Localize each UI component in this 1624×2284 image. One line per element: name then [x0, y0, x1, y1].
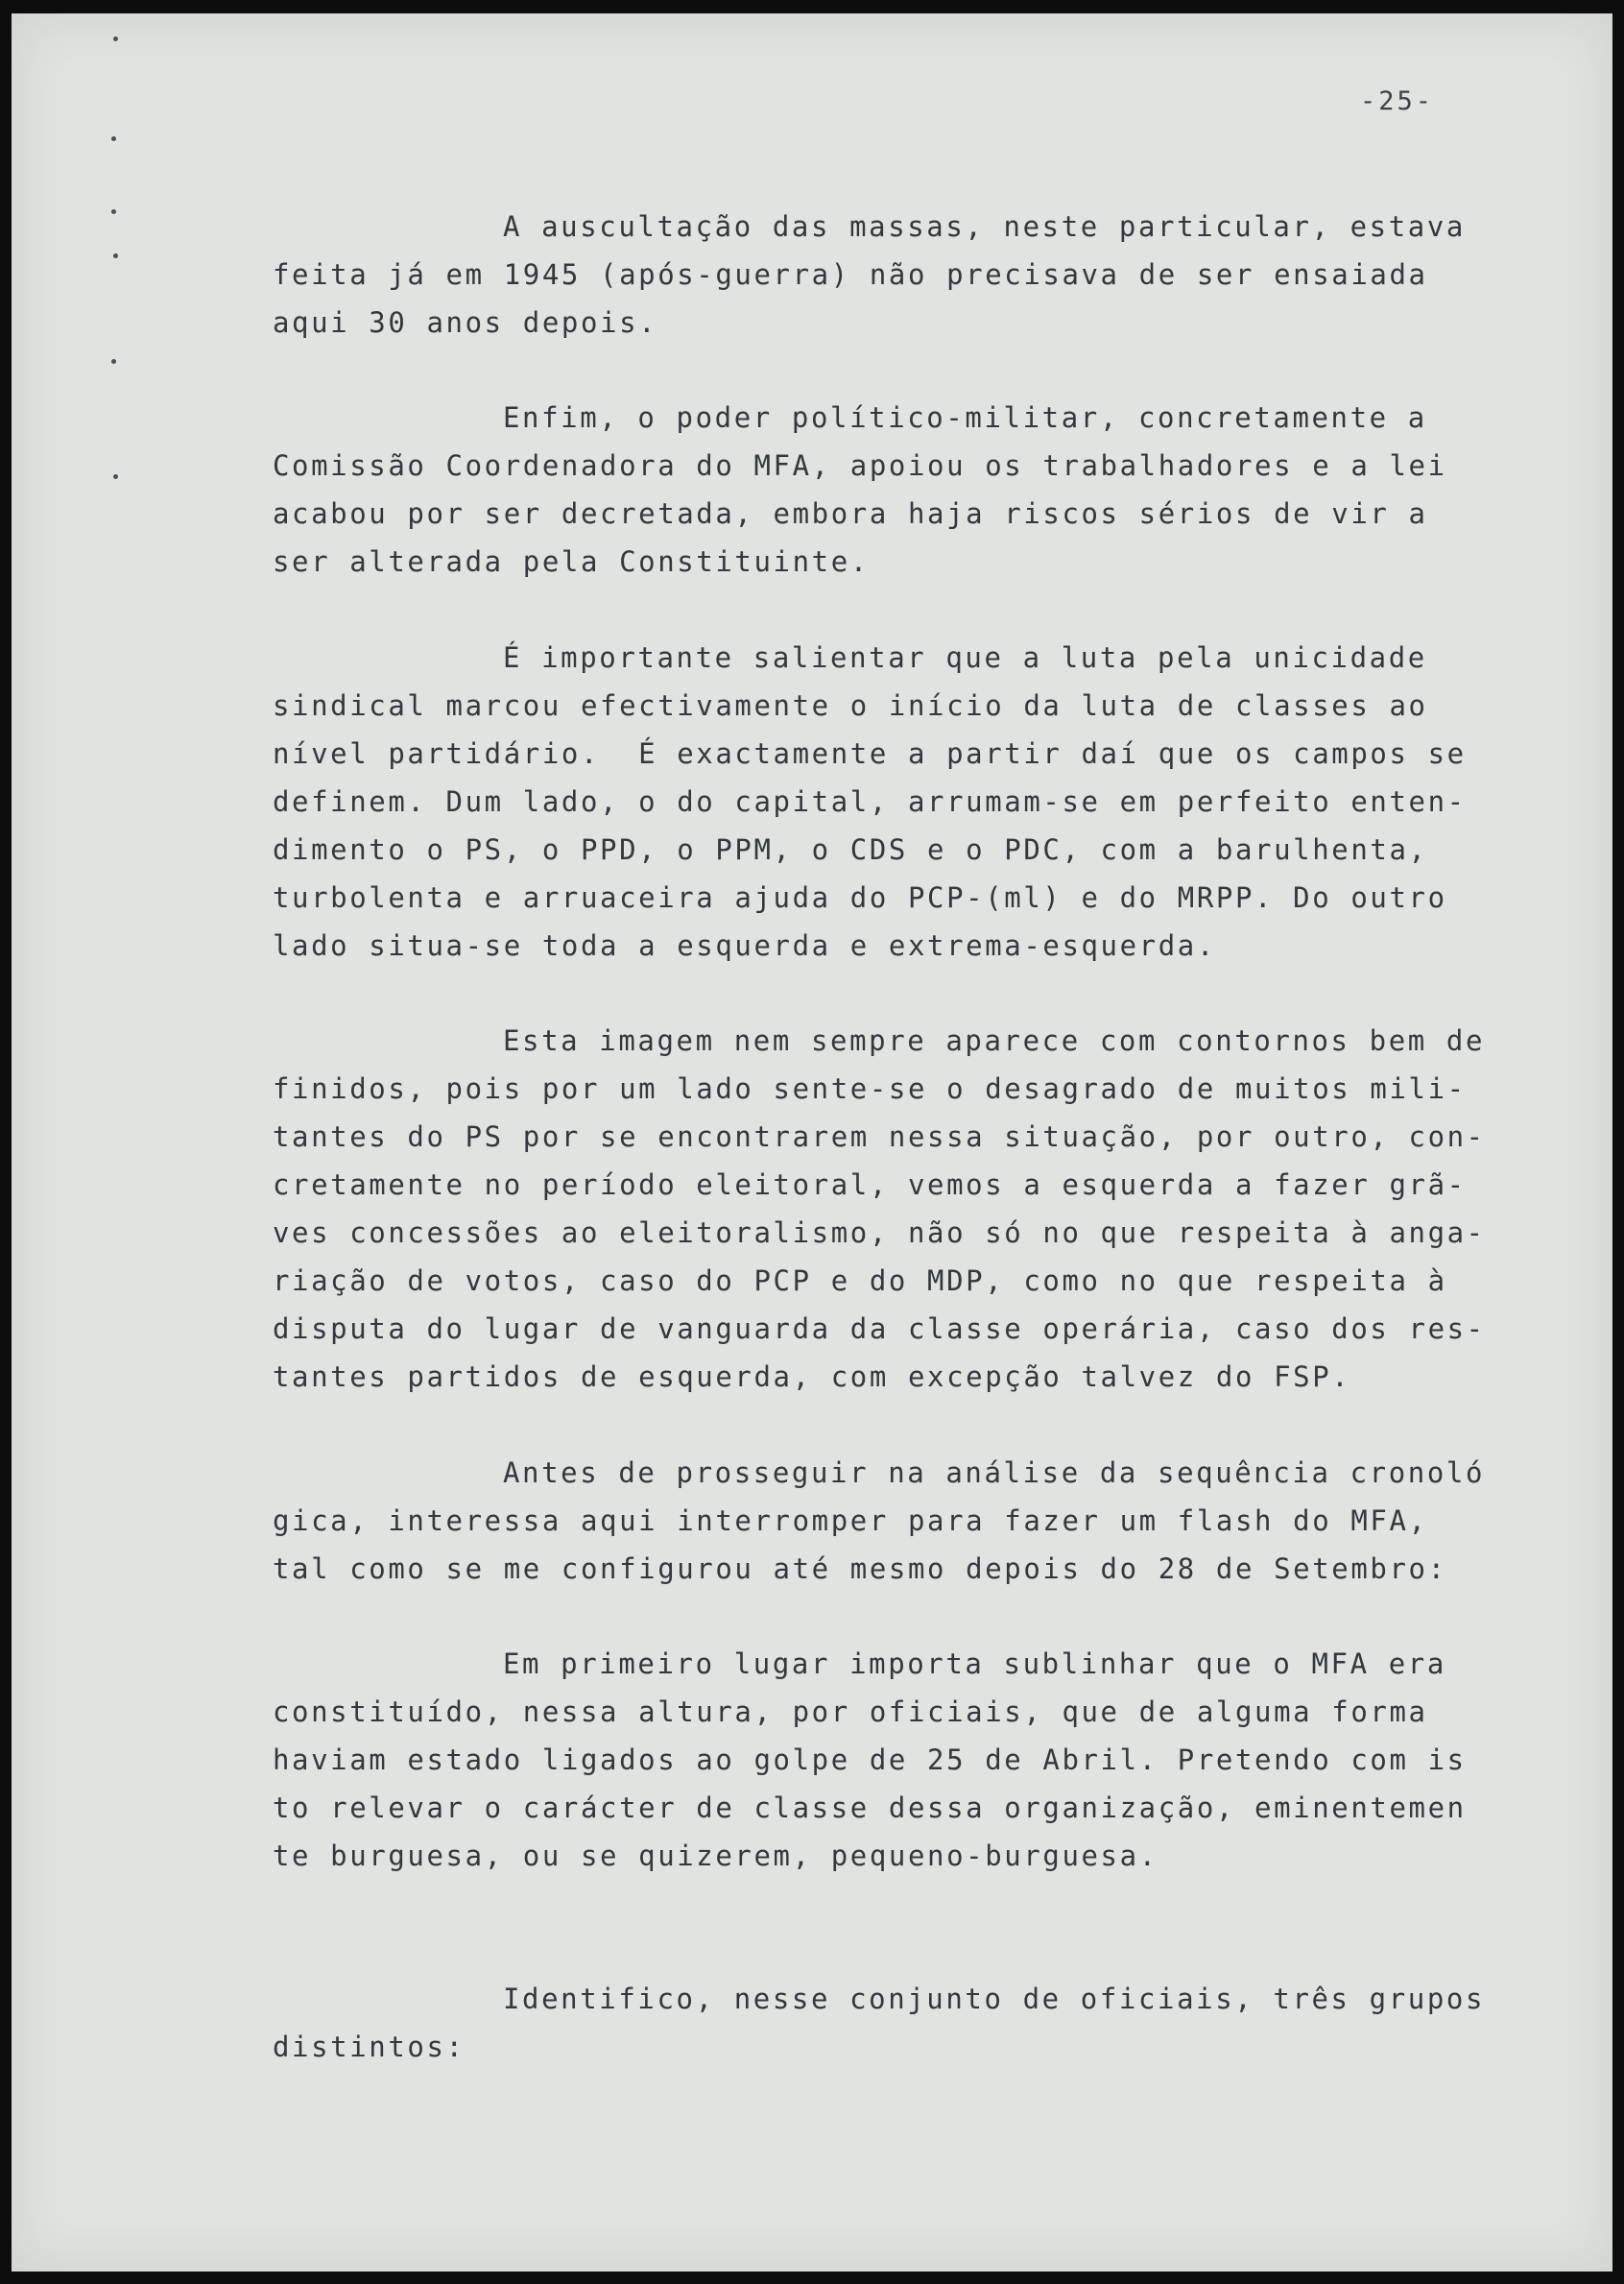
text-line: turbolenta e arruaceira ajuda do PCP-(ml) e do MRPP. Do outro — [273, 881, 1447, 914]
text-line: feita já em 1945 (após-guerra) não precisava de ser ensaiada — [273, 258, 1428, 291]
text-line: tal como se me configurou até mesmo depois do 28 de Setembro: — [273, 1552, 1447, 1585]
text-line: Esta imagem nem sempre aparece com contornos bem de — [503, 1024, 1486, 1057]
text-line: Em primeiro lugar importa sublinhar que o MFA era — [503, 1647, 1446, 1680]
text-line: definem. Dum lado, o do capital, arrumam-se em perfeito enten- — [273, 785, 1467, 818]
document-page — [12, 13, 1612, 2272]
text-line: tantes do PS por se encontrarem nessa situação, por outro, con- — [273, 1120, 1486, 1153]
text-line: lado situa-se toda a esquerda e extrema-esquerda. — [273, 929, 1216, 962]
text-line: ser alterada pela Constituinte. — [273, 545, 870, 578]
text-line: finidos, pois por um lado sente-se o desagrado de muitos mili- — [273, 1072, 1467, 1105]
punch-mark — [113, 36, 118, 41]
text-line: tantes partidos de esquerda, com excepção talvez do FSP. — [273, 1360, 1351, 1393]
punch-mark — [111, 136, 116, 141]
text-line: haviam estado ligados ao golpe de 25 de Abril. Pretendo com is — [273, 1743, 1467, 1776]
page-number: -25- — [1360, 86, 1435, 116]
punch-mark — [111, 209, 116, 214]
punch-mark — [113, 474, 118, 479]
punch-mark — [111, 359, 116, 364]
text-line: É importante salientar que a luta pela unicidade — [503, 641, 1427, 674]
text-line: disputa do lugar de vanguarda da classe operária, caso dos res- — [273, 1312, 1486, 1345]
punch-mark — [113, 253, 118, 258]
text-line: to relevar o carácter de classe dessa organização, eminentemen — [273, 1791, 1467, 1824]
text-line: acabou por ser decretada, embora haja riscos sérios de vir a — [273, 497, 1428, 530]
text-line: dimento o PS, o PPD, o PPM, o CDS e o PDC, com a barulhenta, — [273, 833, 1428, 866]
text-line: aqui 30 anos depois. — [273, 306, 658, 339]
text-line: nível partidário. É exactamente a partir daí que os campos se — [273, 737, 1467, 770]
text-line: Antes de prosseguir na análise da sequência cronoló — [503, 1456, 1486, 1489]
text-line: Enfim, o poder político-militar, concretamente a — [503, 401, 1427, 434]
text-line: te burguesa, ou se quizerem, pequeno-burguesa. — [273, 1839, 1158, 1872]
text-line: gica, interessa aqui interromper para fazer um flash do MFA, — [273, 1504, 1428, 1537]
text-line: riação de votos, caso do PCP e do MDP, como no que respeita à — [273, 1264, 1447, 1297]
text-line: sindical marcou efectivamente o início da luta de classes ao — [273, 689, 1428, 722]
text-line: constituído, nessa altura, por oficiais, que de alguma forma — [273, 1695, 1428, 1728]
text-line: distintos: — [273, 2031, 466, 2063]
text-line: Comissão Coordenadora do MFA, apoiou os trabalhadores e a lei — [273, 449, 1447, 482]
text-line: Identifico, nesse conjunto de oficiais, três grupos — [503, 1983, 1486, 2015]
text-line: cretamente no período eleitoral, vemos a esquerda a fazer grã- — [273, 1168, 1467, 1201]
text-line: A auscultação das massas, neste particular, estava — [503, 210, 1466, 243]
text-line: ves concessões ao eleitoralismo, não só no que respeita à anga- — [273, 1216, 1486, 1249]
